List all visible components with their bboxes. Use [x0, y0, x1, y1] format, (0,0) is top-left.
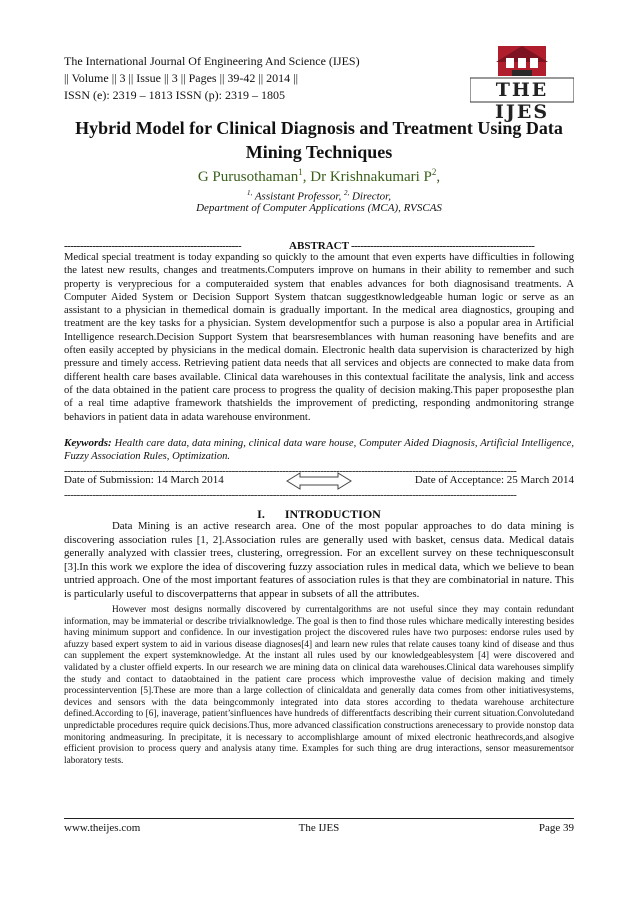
- journal-logo: [470, 44, 574, 123]
- authors-end: ,: [436, 169, 441, 185]
- author-1: G Purusothaman: [197, 169, 299, 185]
- footer-page: Page 39: [538, 822, 574, 834]
- double-arrow-icon: [286, 471, 352, 491]
- department: Department of Computer Applications (MCA), RVSCAS: [196, 202, 442, 214]
- intro-para-2-text: However most designs normally discovered by currentalgorithms are not useful since they may contain redundant information, may be immaterial or describe trivialknowledge. The goal is then to find those rules whichare medically interesting besides having minimum support and confidence. In our investigation project the discovered rules have two purposes: endorse rules used by afuzzy based expert system to aid in various disease diagnoses[4] and learn new rules that relate causes toany kind of disease and thus can supplement the expert systemknowledge. At the instant all rules used by our knowledgeablesystem [4] were discovered and validated by a cluster offield experts. In our research we are mining data on clinical data warehouses.Clinical data warehouses simplify the study and contact to dataobtained in the patient care process which improvesthe value of decision making and timely processintervention [5].These are more than a large collection of clinicaldata and generally data comes from other initiativesystems, devices and sensors with the data beingcommonly integrated into data stores according to thedata warehouse architecture defined.According to [6], inaverage, patient’sinfluences have hundreds of differentfacts describing their current situation.Convolutedand unpredictable procedures require quick decisions.Thus, more advanced classification constructions arenecessary to provide nonstop data monitoring andmeasuring. In precipitate, it is necessary to accomplishlarge amount of mixed electronic heathrecords,and alsogive efficient provision to process query and analysis atany time. Examples for such thing are drug interactions, sensor measurementsor laboratory tests.: [64, 605, 574, 766]
- author-1-sup: 1: [298, 167, 303, 177]
- title-line-2: Mining Techniques: [245, 142, 393, 162]
- footer-journal: The IJES: [298, 822, 340, 834]
- logo-text: THE IJES: [494, 79, 550, 123]
- aff-role-1: Assistant Professor,: [252, 190, 344, 203]
- date-divider-top: -----------------------------------------------------------------------------------------------------------------------------------------------: [64, 465, 517, 477]
- abstract-dashes-left: --------------------------------------------------------: [64, 240, 242, 252]
- author-2-sup: 2: [431, 167, 437, 177]
- footer-rule: [64, 818, 574, 819]
- abstract-heading: ABSTRACT: [289, 240, 349, 252]
- aff-sup-2: 2,: [343, 189, 350, 197]
- keywords-label: Keywords:: [64, 437, 112, 449]
- footer: [64, 822, 574, 836]
- intro-paragraph-2: [64, 605, 574, 767]
- authors: [60, 167, 578, 186]
- submission-date: Date of Submission: 14 March 2014: [64, 474, 224, 486]
- title-line-1: Hybrid Model for Clinical Diagnosis and Treatment Using Data: [75, 118, 563, 138]
- aff-sup-1: 1,: [247, 189, 253, 197]
- date-divider-bottom: -----------------------------------------------------------------------------------------------------------------------------------------------: [64, 489, 517, 501]
- author-2: , Dr Krishnakumari P: [302, 169, 432, 185]
- abstract-dashes-right: ----------------------------------------------------------: [350, 240, 535, 252]
- paper-title: [60, 116, 578, 164]
- aff-role-2: Director,: [349, 190, 391, 203]
- abstract-text: Medical special treatment is today expanding so quickly to the amount that even experts have difficulties in following the latest new results, changes and treatments.Computers improve on humans in their ability to remember and such property is veryprecious for a computeraided system that enables advances for both diagnosisand treatments. A Computer Aided System or Decision Support System thatcan suggestknowledgeable human logic or serve as an assistant to a physician in themedical domain is gradually important. In the medical area diagnostics, grouping and treatment are the key tasks for a physician. System developmentfor such a purpose is also a popular area in Artificial Intelligence research.Decision Support System that bearsresemblances with human reasoning have benefits and are often easily accepted by physicians in the medical domain. Electronic health data supervision is characterized by high pressure and timely access. Retrieving patient data needs that all services and objects are connected to make data from different health care bases available. Clinical data warehouses in this contextual facilitate the analysis, link and access of the data obtained in the patient care process to progress the quality of decision making.This paper proposesthe plan of a real time adaptive framework thatshields the improvement of predicting, responding andmonitoring strange behaviors in patient data in adata warehouse environment.: [64, 252, 574, 423]
- keywords-text: Health care data, data mining, clinical data ware house, Computer Aided Diagnosis, Artificial Intelligence, Fuzzy Association Rules, Optimization.: [64, 438, 574, 463]
- intro-paragraph-1: [64, 520, 574, 602]
- section-title: INTRODUCTION: [284, 507, 381, 521]
- section-number: I.: [257, 507, 265, 521]
- acceptance-date: Date of Acceptance: 25 March 2014: [414, 474, 574, 486]
- keywords: [64, 437, 574, 464]
- footer-website: www.theijes.com: [64, 822, 141, 834]
- journal-name: The International Journal Of Engineering And Science (IJES): [64, 54, 360, 68]
- issn-line: ISSN (e): 2319 – 1813 ISSN (p): 2319 – 1805: [64, 88, 285, 102]
- intro-para-1-text: Data Mining is an active research area. One of the most popular approaches to do data mining is discovering association rules [1, 2].Association rules are generally used with basket, census data. Medical datais generally analyzed with classier trees, clustering, orregression. For an excellent survey on these techniquesconsult [3].In this work we explore the idea of discovering fuzzy association rules in medical data, which we believe to bean untried approach. One of the most important features of association rules is that they are combinatorial in nature. This is particularly useful to discoverpatterns that appear in subsets of all the attributes.: [64, 520, 574, 600]
- volume-line: || Volume || 3 || Issue || 3 || Pages || 39-42 || 2014 ||: [64, 71, 298, 85]
